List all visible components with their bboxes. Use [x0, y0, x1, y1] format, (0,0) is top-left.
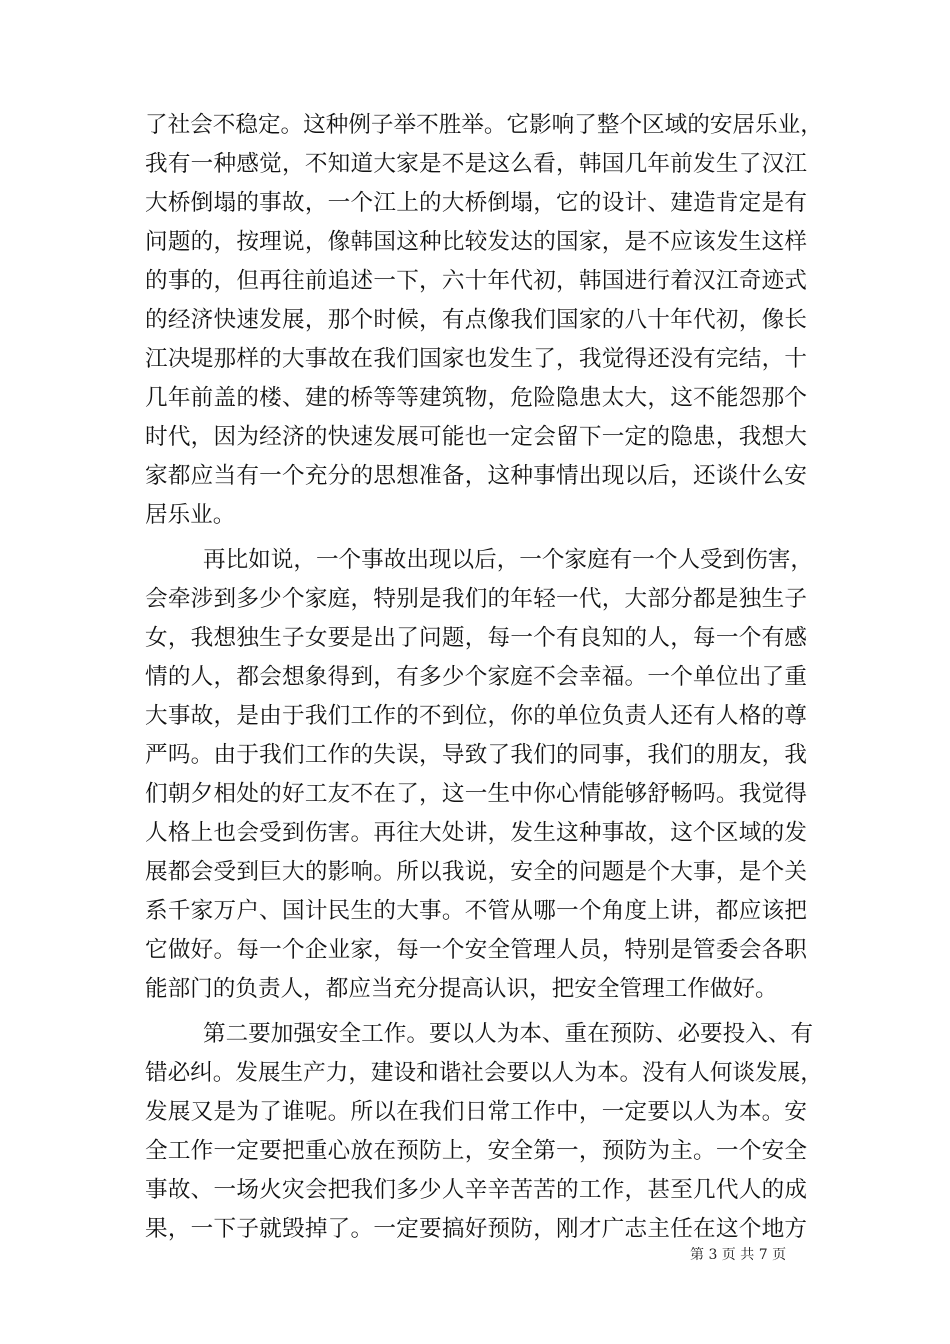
text-line: 的事的，但再往前追述一下，六十年代初，韩国进行着汉江奇迹式 — [145, 268, 807, 294]
text-line: 几年前盖的楼、建的桥等等建筑物，危险隐患太大，这不能怨那个 — [145, 385, 807, 411]
text-line: 事故、一场火灾会把我们多少人辛辛苦苦的工作，甚至几代人的成 — [145, 1177, 807, 1203]
text-line: 能部门的负责人，都应当充分提高认识，把安全管理工作做好。 — [145, 976, 778, 1002]
text-line: 错必纠。发展生产力，建设和谐社会要以人为本。没有人何谈发展， — [145, 1060, 823, 1086]
text-line: 了社会不稳定。这种例子举不胜举。它影响了整个区域的安居乐业， — [145, 112, 823, 138]
text-line: 女，我想独生子女要是出了问题，每一个有良知的人，每一个有感 — [145, 625, 807, 651]
page-number-footer: 第 3 页 共 7 页 — [690, 1247, 787, 1263]
text-line: 居乐业。 — [145, 502, 236, 528]
text-line: 会牵涉到多少个家庭，特别是我们的年轻一代，大部分都是独生子 — [145, 586, 807, 612]
text-line: 它做好。每一个企业家，每一个安全管理人员，特别是管委会各职 — [145, 937, 807, 963]
text-line: 们朝夕相处的好工友不在了，这一生中你心情能够舒畅吗。我觉得 — [145, 781, 807, 807]
text-line: 的经济快速发展，那个时候，有点像我们国家的八十年代初，像长 — [145, 307, 807, 333]
text-line: 严吗。由于我们工作的失误，导致了我们的同事，我们的朋友，我 — [145, 742, 807, 768]
text-line: 我有一种感觉，不知道大家是不是这么看，韩国几年前发生了汉江 — [145, 151, 807, 177]
text-line: 情的人，都会想象得到，有多少个家庭不会幸福。一个单位出了重 — [145, 664, 807, 690]
text-line: 系千家万户、国计民生的大事。不管从哪一个角度上讲，都应该把 — [145, 898, 807, 924]
text-line: 江决堤那样的大事故在我们国家也发生了，我觉得还没有完结，十 — [145, 346, 807, 372]
text-line: 家都应当有一个充分的思想准备，这种事情出现以后，还谈什么安 — [145, 463, 807, 489]
paragraph-2 — [145, 541, 814, 1009]
text-line: 发展又是为了谁呢。所以在我们日常工作中，一定要以人为本。安 — [145, 1099, 807, 1125]
paragraph-3 — [145, 1015, 823, 1249]
document-body — [145, 106, 823, 1249]
text-line: 再比如说，一个事故出现以后，一个家庭有一个人受到伤害， — [203, 547, 814, 573]
text-line: 大事故，是由于我们工作的不到位，你的单位负责人还有人格的尊 — [145, 703, 807, 729]
paragraph-1 — [145, 106, 823, 535]
text-line: 时代，因为经济的快速发展可能也一定会留下一定的隐患，我想大 — [145, 424, 807, 450]
text-line: 第二要加强安全工作。要以人为本、重在预防、必要投入、有 — [203, 1021, 814, 1047]
text-line: 果，一下子就毁掉了。一定要搞好预防，刚才广志主任在这个地方 — [145, 1216, 807, 1242]
text-line: 全工作一定要把重心放在预防上，安全第一，预防为主。一个安全 — [145, 1138, 807, 1164]
text-line: 人格上也会受到伤害。再往大处讲，发生这种事故，这个区域的发 — [145, 820, 807, 846]
text-line: 大桥倒塌的事故，一个江上的大桥倒塌，它的设计、建造肯定是有 — [145, 190, 807, 216]
text-line: 展都会受到巨大的影响。所以我说，安全的问题是个大事，是个关 — [145, 859, 807, 885]
text-line: 问题的，按理说，像韩国这种比较发达的国家，是不应该发生这样 — [145, 229, 807, 255]
